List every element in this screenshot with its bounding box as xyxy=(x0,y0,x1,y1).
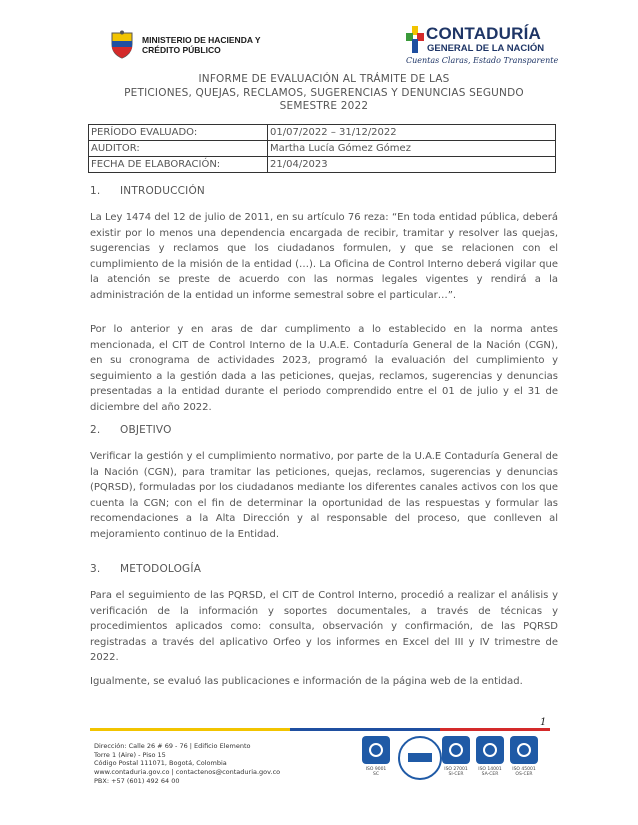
table-row xyxy=(89,125,556,141)
iso-45001-seal xyxy=(508,736,540,788)
date-value: 21/04/2023 xyxy=(268,157,556,173)
cert-name: ISO 27001 xyxy=(444,767,468,772)
cert-name: ISO 9001 xyxy=(365,767,387,772)
cgn-name: CONTADURÍA xyxy=(426,24,542,43)
iso-9001-seal xyxy=(360,736,392,788)
page-number: 1 xyxy=(540,717,547,728)
cgn-slogan: Cuentas Claras, Estado Transparente xyxy=(406,56,559,65)
footer-address-line: Torre 1 (Aire) - Piso 15 xyxy=(94,750,166,759)
footer-phone-line: PBX: +57 (601) 492 64 00 xyxy=(94,776,180,785)
paragraph-methodology: Para el seguimiento de las PQRSD, el CIT de Control Interno, procedió a realizar el análisis y verificación de la información y soportes documentales, a través de técnicas y procedimientos aplicados como: consulta, observación y confirmación, de las PQRSD registradas a través del aplicativo Orfeo y los informes en Excel del III y IV trimestre de 2022. xyxy=(90,590,558,663)
paragraph-law-1474: La Ley 1474 del 12 de julio de 2011, en su artículo 76 reza: “En toda entidad pública, deberá existir por lo menos una dependencia encargada de recibir, tramitar y resolver las quejas, sugerencias y reclamos que los ciudadanos formulen, y que se relacionen con el cumplimiento de la misión de la entidad (…). La Oficina de Control Interno deberá vigilar que la atención se preste de acuerdo con las normas legales vigentes y rendirá a la administración de la entidad un informe semestral sobre el particular…”. xyxy=(90,212,558,301)
paragraph-evaluation-scope: Por lo anterior y en aras de dar cumplimento a lo establecido en la norma antes mencionada, el CIT de Control Interno de la U.A.E. Contaduría General de la Nación (CGN), en su cronograma de actividades 2023, programó la evaluación del cumplimiento y seguimiento a la gestión dada a las peticiones, quejas, reclamos, sugerencias y denuncias presentadas a la entidad durante el periodo comprendido entre el 01 de julio y el 31 de diciembre del año 2022. xyxy=(90,324,558,413)
ministry-logo xyxy=(108,28,268,62)
coat-of-arms-icon xyxy=(108,30,136,60)
section-title: INTRODUCCIÓN xyxy=(120,185,205,197)
period-label: PERÍODO EVALUADO: xyxy=(89,125,268,141)
section-title: METODOLOGÍA xyxy=(120,563,202,575)
cert-code: OS-CER xyxy=(515,772,533,777)
paragraph-objective: Verificar la gestión y el cumplimiento normativo, por parte de la U.A.E Contaduría General de la Nación (CGN), para tramitar las peticiones, quejas, reclamos, sugerencias y denuncias (PQRSD), formuladas por los ciudadanos mediante los diferentes canales activos con los que cuenta la CGN; con el fin de determinar la oportunidad de las respuestas y formular las recomendaciones a la Alta Dirección y al responsable del proceso, que conlleven al mejoramiento continuo de la Entidad. xyxy=(90,451,558,540)
ministry-name-line1: MINISTERIO DE HACIENDA Y xyxy=(142,35,261,45)
cert-code: SA-CER xyxy=(481,772,499,777)
section-number: 1. xyxy=(90,185,101,197)
certification-icon xyxy=(510,736,538,764)
report-title xyxy=(90,73,558,114)
cert-name: ISO 45001 xyxy=(512,767,536,772)
certification-icon xyxy=(476,736,504,764)
cert-name: ISO 14001 xyxy=(478,767,502,772)
section-number: 2. xyxy=(90,424,101,436)
period-value: 01/07/2022 – 31/12/2022 xyxy=(268,125,556,141)
cert-code: SI-CER xyxy=(448,772,464,777)
title-line2: PETICIONES, QUEJAS, RECLAMOS, SUGERENCIAS Y DENUNCIAS SEGUNDO xyxy=(124,86,524,99)
ministry-name-line2: CRÉDITO PÚBLICO xyxy=(142,45,221,55)
title-line1: INFORME DE EVALUACIÓN AL TRÁMITE DE LAS xyxy=(198,73,450,85)
certification-icon xyxy=(442,736,470,764)
section-number: 3. xyxy=(90,563,101,575)
section-heading-objective xyxy=(90,424,172,436)
footer-color-bar xyxy=(90,728,550,731)
iso-27001-seal xyxy=(440,736,472,788)
cert-code: SC xyxy=(373,772,379,777)
auditor-label: AUDITOR: xyxy=(89,141,268,157)
auditor-value: Martha Lucía Gómez Gómez xyxy=(268,141,556,157)
report-metadata-table xyxy=(88,124,556,173)
cgn-cross-icon xyxy=(406,26,424,54)
footer-address-line: Código Postal 111071, Bogotá, Colombia xyxy=(94,759,227,768)
footer-address xyxy=(94,742,280,786)
section-heading-introduction xyxy=(90,185,205,197)
table-row xyxy=(89,157,556,173)
certification-icon xyxy=(362,736,390,764)
cgn-subtitle: GENERAL DE LA NACIÓN xyxy=(427,43,545,54)
paragraph-web-evaluation: Igualmente, se evaluó las publicaciones e información de la página web de la entidad. xyxy=(90,676,523,687)
iqnet-seal-icon xyxy=(398,736,442,780)
footer-address-line: Dirección: Calle 26 # 69 - 76 | Edificio Elemento xyxy=(94,742,251,750)
date-label: FECHA DE ELABORACIÓN: xyxy=(89,157,268,173)
cgn-logo xyxy=(406,24,559,70)
iso-14001-seal xyxy=(474,736,506,788)
table-row xyxy=(89,141,556,157)
section-heading-methodology xyxy=(90,563,201,575)
footer-contact-line: www.contaduria.gov.co | contactenos@contaduria.gov.co xyxy=(94,768,281,777)
title-line3: SEMESTRE 2022 xyxy=(279,100,369,112)
section-title: OBJETIVO xyxy=(120,424,172,436)
